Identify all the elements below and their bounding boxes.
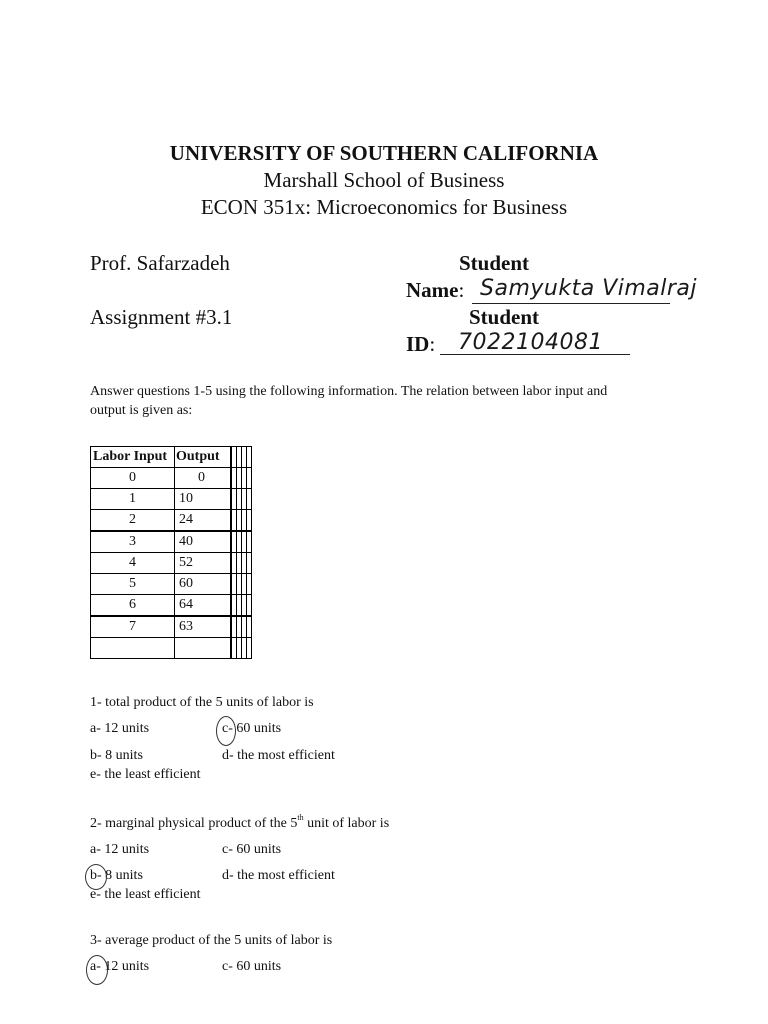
q2-option-c: c- 60 units — [222, 842, 282, 857]
cell-output: 63 — [175, 616, 232, 638]
table-row-empty — [91, 638, 252, 659]
q3-option-c: c- 60 units — [222, 959, 282, 974]
q2-stem-post: unit of labor is — [303, 816, 390, 831]
student-name-handwritten: Samyukta Vimalraj — [480, 276, 698, 301]
university-title: UNIVERSITY OF SOUTHERN CALIFORNIA — [169, 141, 599, 165]
q1-option-b: b- 8 units — [90, 748, 143, 763]
cell-output: 52 — [175, 553, 232, 574]
table-row — [91, 531, 252, 553]
student-label-2: Student — [469, 305, 540, 329]
cell-labor — [91, 638, 175, 659]
q1-option-d: d- the most efficient — [222, 748, 335, 763]
header-output: Output — [175, 447, 232, 468]
q1-stem: 1- total product of the 5 units of labor is — [90, 695, 314, 710]
q3-answer-circle — [86, 955, 108, 985]
student-id-handwritten: 7022104081 — [458, 330, 603, 355]
table-row — [91, 553, 252, 574]
q1-option-a: a- 12 units — [90, 721, 150, 736]
q1-option-e: e- the least efficient — [90, 767, 201, 782]
assignment-number: Assignment #3.1 — [90, 305, 233, 329]
q2-option-d: d- the most efficient — [222, 868, 335, 883]
table-row — [91, 574, 252, 595]
id-underline — [440, 354, 630, 355]
labor-output-table — [90, 446, 252, 659]
cell-labor: 4 — [91, 553, 175, 574]
cell-output: 24 — [175, 510, 232, 532]
cell-labor: 1 — [91, 489, 175, 510]
cell-output: 60 — [175, 574, 232, 595]
q3-option-a: a- 12 units — [90, 959, 150, 974]
q1-answer-circle — [216, 716, 236, 746]
q1-option-c: c- 60 units — [222, 721, 282, 736]
cell-output: 40 — [175, 531, 232, 553]
id-field — [406, 332, 435, 357]
table-row — [91, 489, 252, 510]
table-row — [91, 468, 252, 489]
q2-stem-sup: th — [297, 813, 304, 822]
cell-output — [175, 638, 232, 659]
table-row — [91, 616, 252, 638]
cell-labor: 3 — [91, 531, 175, 553]
cell-labor: 6 — [91, 595, 175, 617]
school-name: Marshall School of Business — [263, 168, 505, 192]
intro-line-1: Answer questions 1-5 using the following information. The relation between labor input and — [90, 384, 608, 399]
professor-name: Prof. Safarzadeh — [90, 251, 230, 275]
q2-stem — [90, 813, 390, 832]
name-underline — [472, 303, 670, 304]
extra-col-4 — [247, 447, 252, 468]
intro-line-2: output is given as: — [90, 403, 193, 418]
cell-output: 64 — [175, 595, 232, 617]
cell-labor: 0 — [91, 468, 175, 489]
cell-labor: 7 — [91, 616, 175, 638]
table-row — [91, 595, 252, 617]
table-header-row — [91, 447, 252, 468]
q2-option-b: b- 8 units — [90, 868, 143, 883]
q2-option-e: e- the least efficient — [90, 887, 201, 902]
course-title: ECON 351x: Microeconomics for Business — [200, 195, 568, 219]
id-colon: : — [429, 332, 436, 356]
student-label-1: Student — [459, 251, 530, 275]
header-labor-input: Labor Input — [91, 447, 175, 468]
cell-labor: 5 — [91, 574, 175, 595]
name-field — [406, 278, 464, 303]
cell-labor: 2 — [91, 510, 175, 532]
q2-stem-pre: 2- marginal physical product of the 5 — [90, 816, 298, 831]
name-colon: : — [458, 278, 465, 302]
id-label: ID — [406, 332, 430, 356]
q3-stem: 3- average product of the 5 units of labor is — [90, 933, 333, 948]
cell-output: 0 — [175, 468, 232, 489]
cell-output: 10 — [175, 489, 232, 510]
q2-option-a: a- 12 units — [90, 842, 150, 857]
table-row — [91, 510, 252, 532]
name-label: Name — [406, 278, 459, 302]
